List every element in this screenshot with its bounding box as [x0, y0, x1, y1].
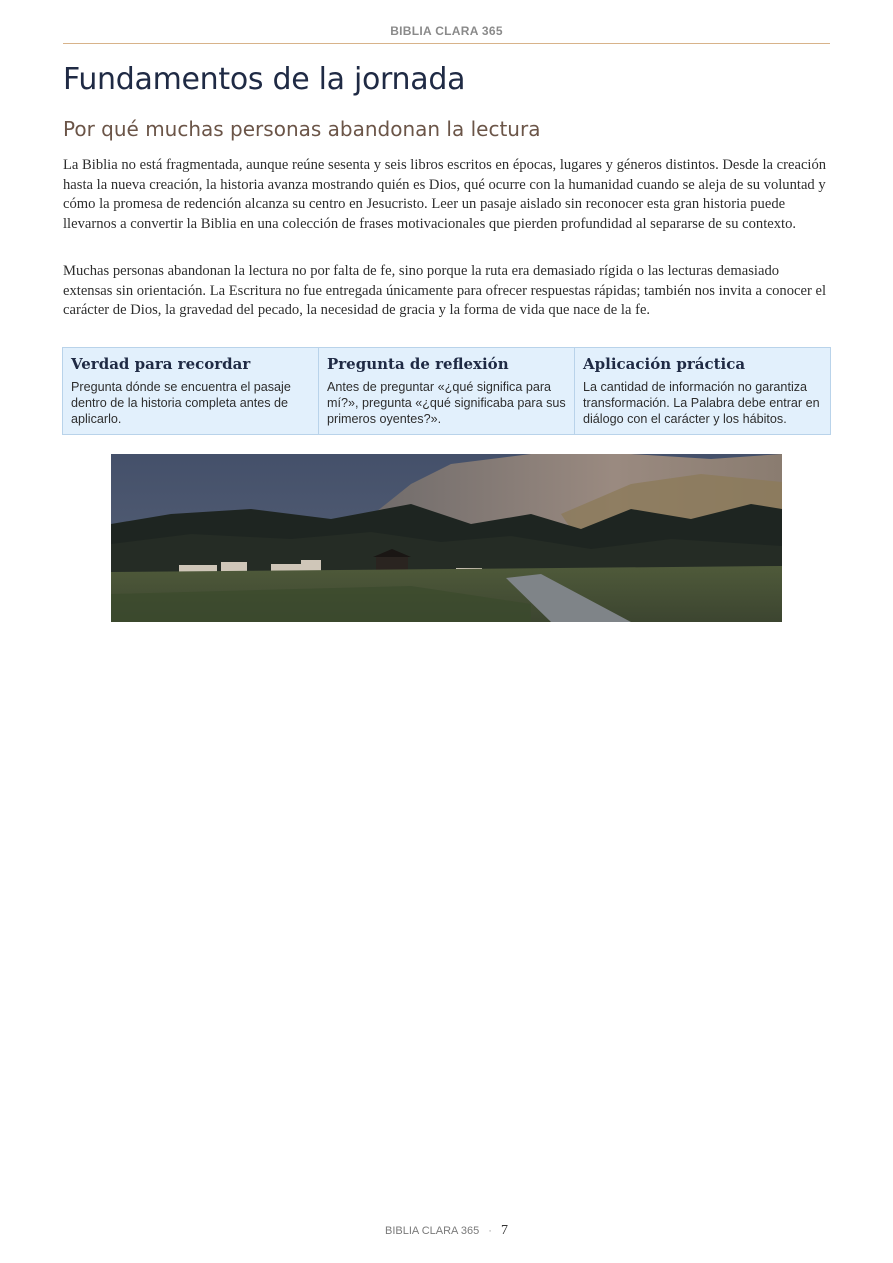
footer-label: BIBLIA CLARA 365 — [385, 1225, 480, 1237]
section-title: Por qué muchas personas abandonan la lectura — [63, 117, 541, 141]
callout-text: Pregunta dónde se encuentra el pasaje dentro de la historia completa antes de aplicarlo. — [71, 380, 291, 426]
page-number: 7 — [500, 1223, 508, 1238]
landscape-illustration — [111, 454, 782, 622]
paragraph-1: La Biblia no está fragmentada, aunque reúne sesenta y seis libros escritos en épocas, lugares y géneros distintos. Desde la creación hasta la nueva creación, la historia avanza mostrando quién es Dios, qué ocurre con la humanidad cuando se aleja de su voluntad y cómo la promesa de redención alcanza su centro en Jesucristo. Leer un pasaje aislado sin reconocer esta gran historia puede llevarnos a convertir la Biblia en una colección de frases motivacionales que pierden profundidad al separarse de su contexto. — [63, 157, 827, 232]
callout-heading: Aplicación práctica — [583, 355, 746, 373]
landscape-photo — [111, 454, 782, 622]
callout-text: Antes de preguntar «¿qué significa para mí?», pregunta «¿qué significaba para sus primeros oyentes?». — [327, 380, 566, 426]
paragraph-2: Muchas personas abandonan la lectura no por falta de fe, sino porque la ruta era demasiado rígida o las lecturas demasiado extensas sin orientación. La Escritura no fue entregada únicamente para ofrecer respuestas rápidas; también nos invita a conocer el carácter de Dios, la gravedad del pecado, la necesidad de gracia y la forma de vida que nace de la fe. — [63, 263, 827, 318]
callout-heading: Pregunta de reflexión — [327, 355, 509, 373]
callout-box-truth — [63, 348, 319, 434]
callout-boxes — [62, 347, 831, 435]
callout-box-reflection — [319, 348, 575, 434]
header-rule — [63, 43, 830, 44]
callout-text: La cantidad de información no garantiza transformación. La Palabra debe entrar en diálogo con el carácter y los hábitos. — [583, 380, 820, 426]
running-header: BIBLIA CLARA 365 — [390, 24, 503, 38]
page-title: Fundamentos de la jornada — [63, 62, 466, 97]
callout-box-application — [575, 348, 830, 434]
callout-heading: Verdad para recordar — [71, 355, 251, 373]
page-footer — [0, 1223, 893, 1239]
footer-separator: · — [488, 1225, 492, 1237]
